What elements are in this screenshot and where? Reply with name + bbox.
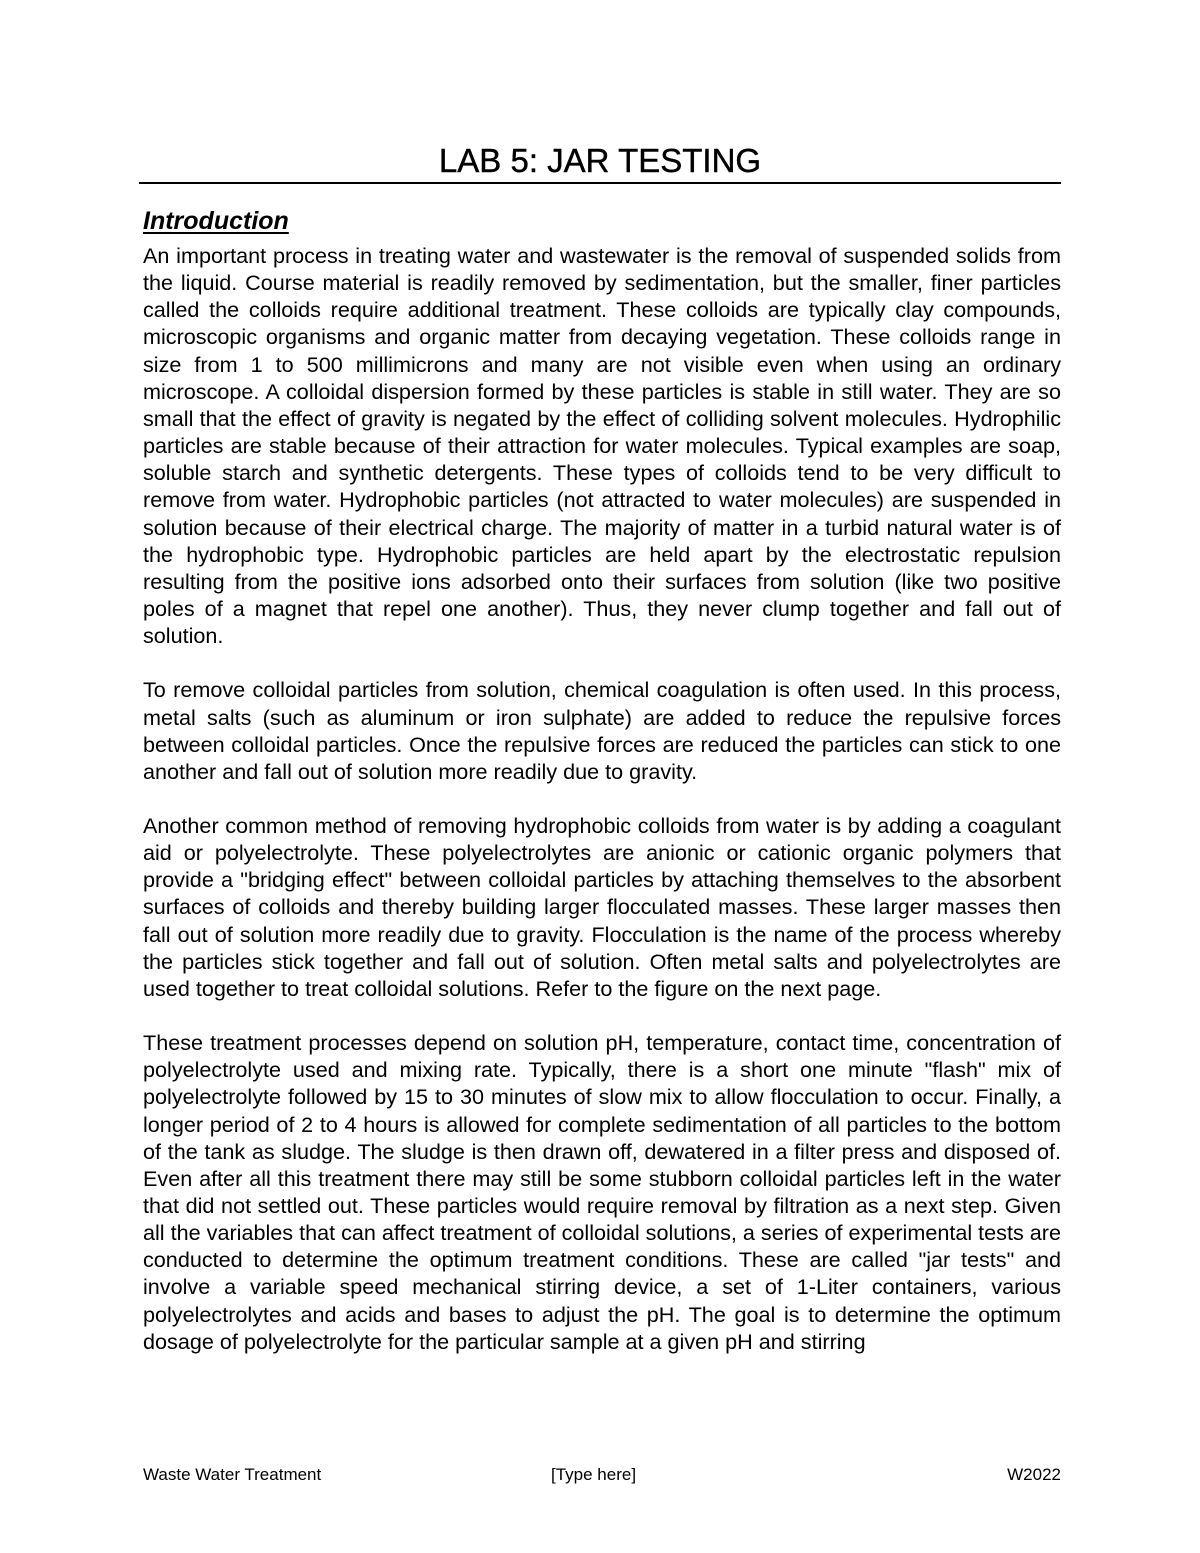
page-footer	[143, 1462, 1061, 1488]
paragraph-2: To remove colloidal particles from solution, chemical coagulation is often used. In this process, metal salts (such as aluminum or iron sulphate) are added to reduce the repulsive forces between colloidal particles. Once the repulsive forces are reduced the particles can stick to one another and fall out of solution more readily due to gravity.	[143, 677, 1061, 784]
footer-term: W2022	[1007, 1465, 1061, 1484]
page-title: LAB 5: JAR TESTING	[438, 142, 762, 179]
footer-course-name: Waste Water Treatment	[143, 1465, 322, 1484]
section-heading-introduction: Introduction	[143, 207, 289, 235]
paragraph-4: These treatment processes depend on solution pH, temperature, contact time, concentration of polyelectrolyte used and mixing rate. Typically, there is a short one minute "flash" mix of polyelectrolyte followed by 15 to 30 minutes of slow mix to allow flocculation to occur. Finally, a longer period of 2 to 4 hours is allowed for complete sedimentation of all particles to the bottom of the tank as sludge. The sludge is then drawn off, dewatered in a filter press and disposed of. Even after all this treatment there may still be some stubborn colloidal particles left in the water that did not settled out. These particles would require removal by filtration as a next step. Given all the variables that can affect treatment of colloidal solutions, a series of experimental tests are conducted to determine the optimum treatment conditions. These are called "jar tests" and involve a variable speed mechanical stirring device, a set of 1-Liter containers, various polyelectrolytes and acids and bases to adjust the pH. The goal is to determine the optimum dosage of polyelectrolyte for the particular sample at a given pH and stirring	[143, 1030, 1061, 1354]
paragraph-3: Another common method of removing hydrophobic colloids from water is by adding a coagulant aid or polyelectrolyte. These polyelectrolytes are anionic or cationic organic polymers that provide a "bridging effect" between colloidal particles by attaching themselves to the absorbent surfaces of colloids and thereby building larger flocculated masses. These larger masses then fall out of solution more readily due to gravity. Flocculation is the name of the process whereby the particles stick together and fall out of solution. Often metal salts and polyelectrolytes are used together to treat colloidal solutions. Refer to the figure on the next page.	[143, 812, 1061, 1001]
footer-placeholder: [Type here]	[551, 1465, 637, 1484]
title-underline-rule	[139, 182, 1061, 184]
paragraph-1: An important process in treating water and wastewater is the removal of suspended solids from the liquid. Course material is readily removed by sedimentation, but the smaller, finer particles called the colloids require additional treatment. These colloids are typically clay compounds, microscopic organisms and organic matter from decaying vegetation. These colloids range in size from 1 to 500 millimicrons and many are not visible even when using an ordinary microscope. A colloidal dispersion formed by these particles is stable in still water. They are so small that the effect of gravity is negated by the effect of colliding solvent molecules. Hydrophilic particles are stable because of their attraction for water molecules. Typical examples are soap, soluble starch and synthetic detergents. These types of colloids tend to be very difficult to remove from water. Hydrophobic particles (not attracted to water molecules) are suspended in solution because of their electrical charge. The majority of matter in a turbid natural water is of the hydrophobic type. Hydrophobic particles are held apart by the electrostatic repulsion resulting from the positive ions adsorbed onto their surfaces from solution (like two positive poles of a magnet that repel one another). Thus, they never clump together and fall out of solution.	[143, 243, 1061, 649]
body-text	[143, 242, 1061, 1382]
